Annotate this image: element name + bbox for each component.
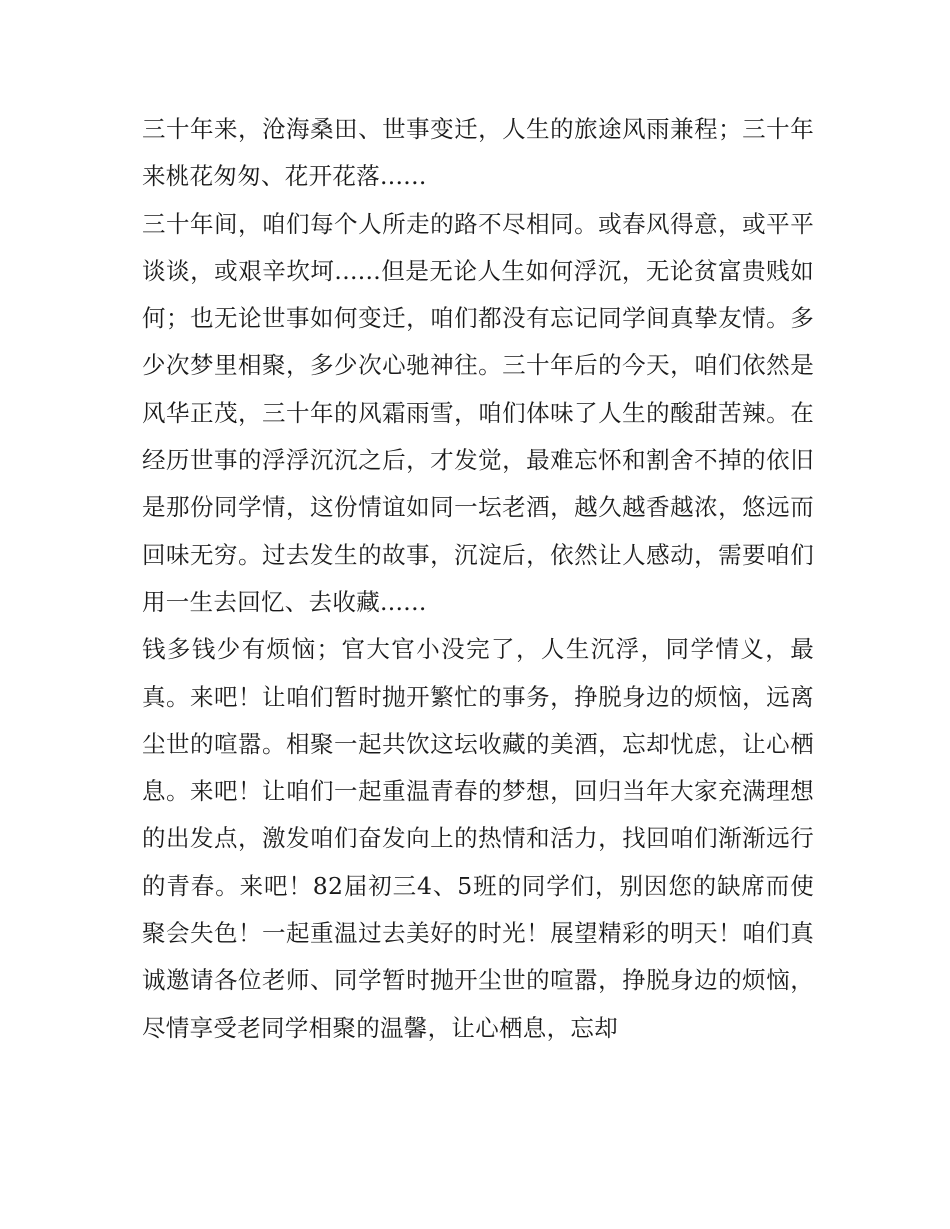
paragraph-3: 钱多钱少有烦恼；官大官小没完了，人生沉浮，同学情义，最真。来吧！让咱们暂时抛开繁忙的事务，挣脱身边的烦恼，远离尘世的喧嚣。相聚一起共饮这坛收藏的美酒，忘却忧虑，让心栖息。来吧！让咱们一起重温青春的梦想，回归当年大家充满理想的出发点，激发咱们奋发向上的热情和活力，找回咱们渐渐远行的青春。来吧！82届初三4、5班的同学们，别因您的缺席而使聚会失色！一起重温过去美好的时光！展望精彩的明天！咱们真诚邀请各位老师、同学暂时抛开尘世的喧嚣，挣脱身边的烦恼，尽情享受老同学相聚的温馨，让心栖息，忘却	[142, 635, 814, 1042]
paragraph-1: 三十年来，沧海桑田、世事变迁，人生的旅途风雨兼程；三十年来桃花匆匆、花开花落......	[142, 115, 814, 191]
paragraph-2: 三十年间，咱们每个人所走的路不尽相同。或春风得意，或平平谈谈，或艰辛坎坷......但是无论人生如何浮沉，无论贫富贵贱如何；也无论世事如何变迁，咱们都没有忘记同学间真挚友情。多少次梦里相聚，多少次心驰神往。三十年后的今天，咱们依然是风华正茂，三十年的风霜雨雪，咱们体味了人生的酸甜苦辣。在经历世事的浮浮沉沉之后，才发觉，最难忘怀和割舍不掉的依旧是那份同学情，这份情谊如同一坛老酒，越久越香越浓，悠远而回味无穷。过去发生的故事，沉淀后，依然让人感动，需要咱们用一生去回忆、去收藏......	[142, 209, 814, 616]
document-body	[142, 106, 814, 1052]
